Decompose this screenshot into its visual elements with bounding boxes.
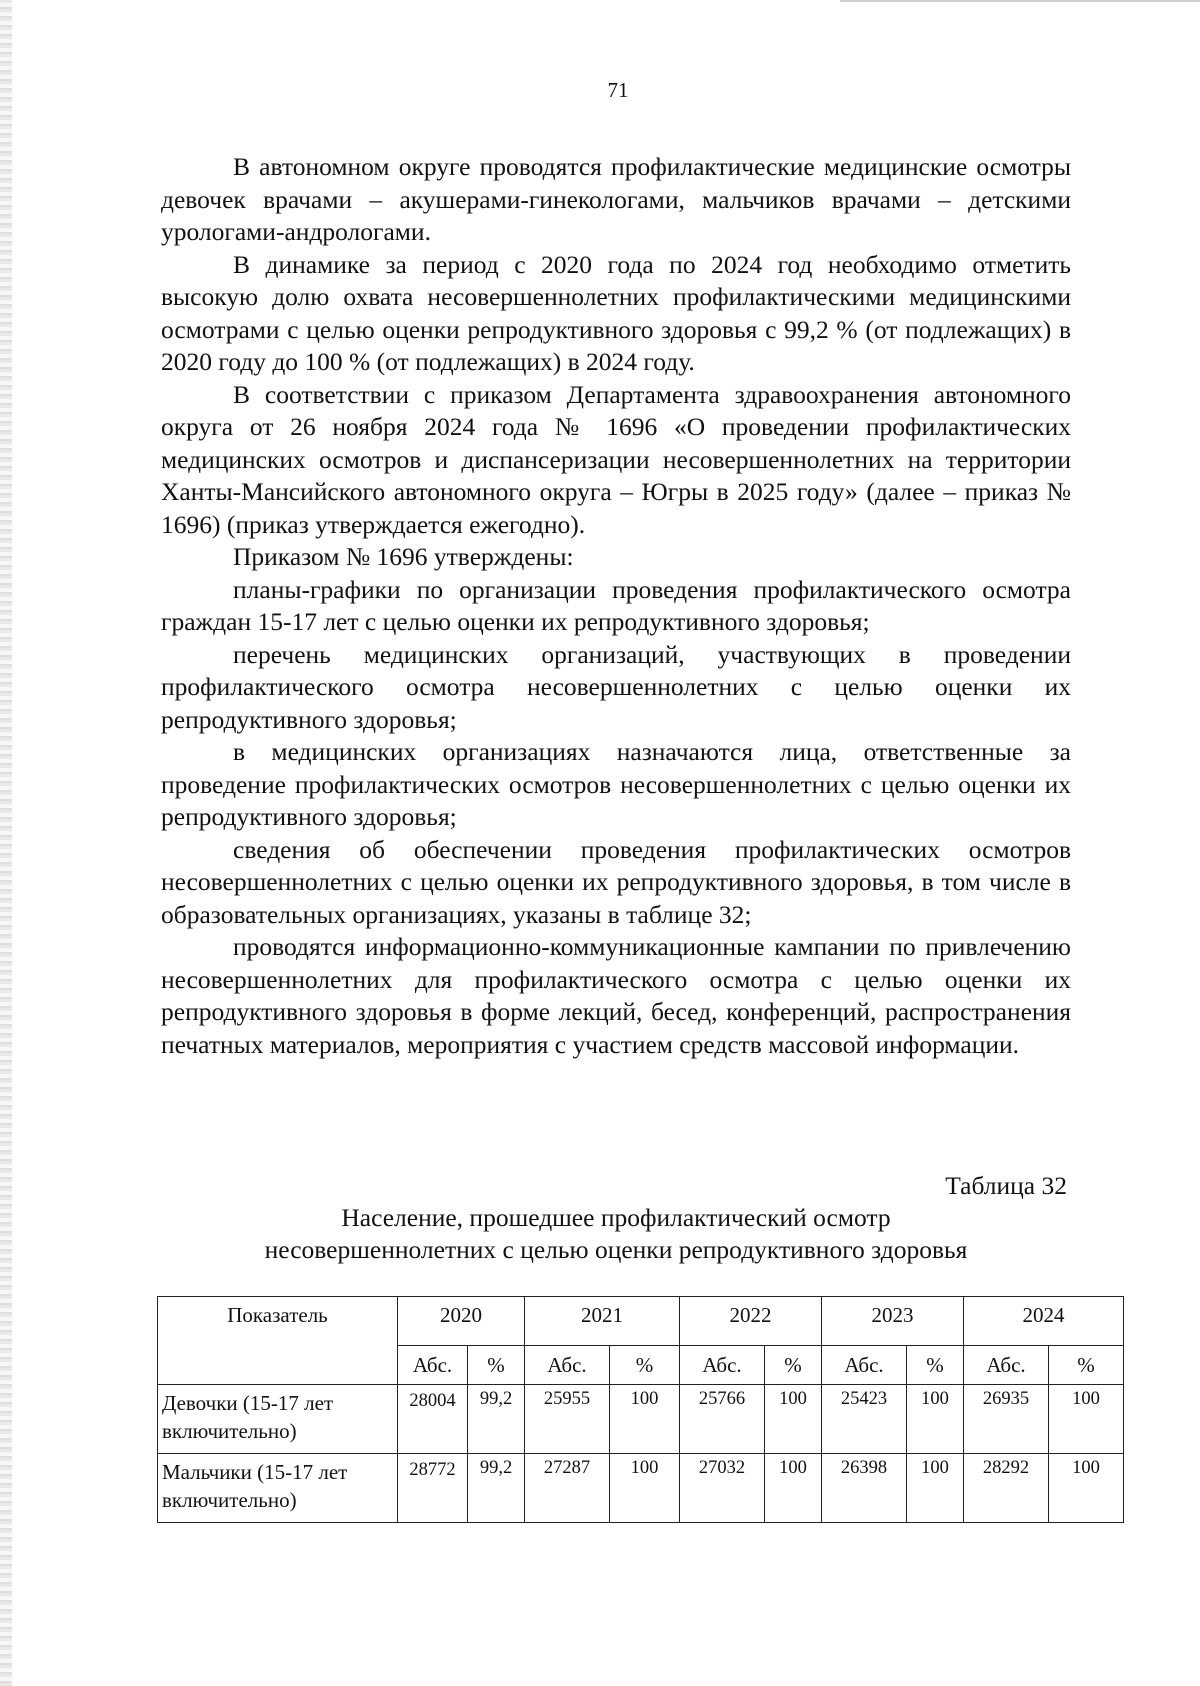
top-rule (840, 0, 1200, 2)
cell-pct: 99,2 (468, 1454, 525, 1523)
paragraph: сведения об обеспечении проведения профилактических осмотров несовершеннолетних с целью оценки их репродуктивного здоровья, в том числе в образовательных организациях, указаны в таблице 32; (161, 834, 1071, 929)
header-indicator: Показатель (158, 1297, 398, 1385)
cell-pct: 100 (907, 1454, 964, 1523)
header-pct: % (907, 1346, 964, 1385)
cell-abs: 28004 (398, 1385, 468, 1454)
paragraph: В автономном округе проводятся профилактические медицинские осмотры девочек врачами – акушерами-гинекологами, мальчиков врачами – детскими урологами-андрологами. (161, 152, 1071, 246)
paragraph: планы-графики по организации проведения профилактического осмотра граждан 15-17 лет с целью оценки их репродуктивного здоровья; (161, 574, 1071, 636)
cell-pct: 100 (907, 1385, 964, 1454)
row-label: Девочки (15-17 лет включительно) (158, 1385, 398, 1454)
header-year: 2020 (398, 1297, 525, 1346)
page-number: 71 (607, 78, 629, 102)
cell-abs: 27032 (680, 1454, 765, 1523)
table-row (158, 1385, 1124, 1454)
cell-abs: 25766 (680, 1385, 765, 1454)
header-abs: Абс. (964, 1346, 1049, 1385)
table-title-line: несовершеннолетних с целью оценки репродуктивного здоровья (264, 1235, 968, 1264)
header-pct: % (765, 1346, 822, 1385)
paragraph: проводятся информационно-коммуникационные кампании по привлечению несовершеннолетних для профилактического осмотра с целью оценки их репродуктивного здоровья в форме лекций, бесед, конференций, распространения печатных материалов, мероприятия с участием средств массовой информации. (161, 932, 1071, 1059)
paragraph: Приказом № 1696 утверждены: (233, 542, 574, 571)
header-abs: Абс. (822, 1346, 907, 1385)
cell-pct: 99,2 (468, 1385, 525, 1454)
header-pct: % (610, 1346, 680, 1385)
data-table (157, 1296, 1124, 1523)
header-year: 2021 (525, 1297, 680, 1346)
cell-abs: 26935 (964, 1385, 1049, 1454)
table-label: Таблица 32 (945, 1171, 1067, 1200)
cell-abs: 25955 (525, 1385, 610, 1454)
cell-abs: 25423 (822, 1385, 907, 1454)
cell-abs: 28772 (398, 1454, 468, 1523)
header-year: 2023 (822, 1297, 964, 1346)
cell-abs: 26398 (822, 1454, 907, 1523)
cell-pct: 100 (765, 1385, 822, 1454)
cell-abs: 27287 (525, 1454, 610, 1523)
cell-pct: 100 (765, 1454, 822, 1523)
header-year: 2024 (964, 1297, 1124, 1346)
body-text (161, 151, 1071, 1061)
header-pct: % (1049, 1346, 1124, 1385)
header-abs: Абс. (398, 1346, 468, 1385)
cell-pct: 100 (610, 1454, 680, 1523)
header-abs: Абс. (525, 1346, 610, 1385)
paragraph: В динамике за период с 2020 года по 2024 год необходимо отметить высокую долю охвата несовершеннолетних профилактическими медицинскими осмотрами с целью оценки репродуктивного здоровья с 99,2 % (от подлежащих) в 2020 году до 100 % (от подлежащих) в 2024 году. (161, 249, 1071, 376)
cell-pct: 100 (1049, 1454, 1124, 1523)
scan-edge (0, 0, 12, 1686)
header-year: 2022 (680, 1297, 822, 1346)
paragraph: перечень медицинских организаций, участвующих в проведении профилактического осмотра несовершеннолетних с целью оценки их репродуктивного здоровья; (161, 639, 1071, 734)
paragraph: в медицинских организациях назначаются лица, ответственные за проведение профилактических осмотров несовершеннолетних с целью оценки их репродуктивного здоровья; (161, 737, 1071, 831)
table-title-line: Население, прошедшее профилактический осмотр (341, 1203, 891, 1232)
paragraph: В соответствии с приказом Департамента здравоохранения автономного округа от 26 ноября 2024 года № 1696 «О проведении профилактических медицинских осмотров и диспансеризации несовершеннолетних на территории Ханты-Мансийского автономного округа – Югры в 2025 году» (далее – приказ № 1696) (приказ утверждается ежегодно). (161, 379, 1071, 539)
cell-abs: 28292 (964, 1454, 1049, 1523)
table-row (158, 1454, 1124, 1523)
cell-pct: 100 (1049, 1385, 1124, 1454)
cell-pct: 100 (610, 1385, 680, 1454)
header-abs: Абс. (680, 1346, 765, 1385)
row-label: Мальчики (15-17 лет включительно) (158, 1454, 398, 1523)
header-pct: % (468, 1346, 525, 1385)
table-title (161, 1202, 1071, 1266)
